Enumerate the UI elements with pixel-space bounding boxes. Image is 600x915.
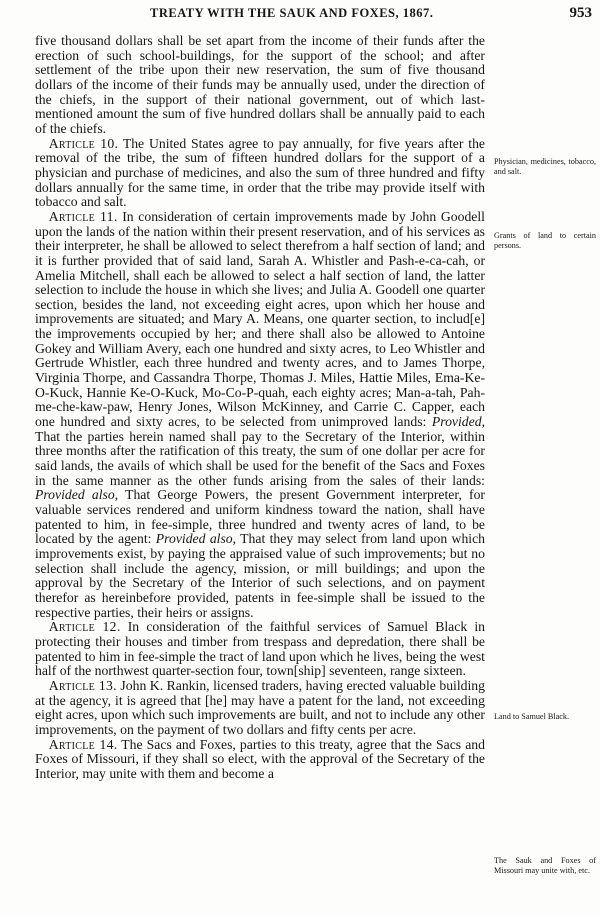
running-header bbox=[0, 6, 600, 24]
sidenote-physician: Physician, medicines, tobacco, and salt. bbox=[494, 157, 596, 176]
article-text: John K. Rankin, licensed traders, having erected valuable building at the agency, it is agreed that [he] may have a patent for the land, not exceeding eight acres, upon which such improvements are built, and not to include any other improvements, on the payment of two dollars and fifty cents per acre. bbox=[35, 677, 485, 737]
article-text: That they may select from land upon which improvements exist, by paying the appraised value of such improvements; but no selection shall include the agency, mission, or mill buildings; and upon the approval by the Secretary of the Interior of such selections, and on payment therefor as hereinbefore provided, patents in fee-simple shall be issued to the respective parties, their heirs or assigns. bbox=[35, 531, 486, 620]
article-text: In consideration of certain improvements made by John Goodell upon the lands of the nation within their present reservation, and of his services as their interpreter, he shall be allowed to select therefrom a half section of land; and it is further provided that of said land, Sarah A. Whistler and Pash-e-ca-cah, or Amelia Mitchell, shall each be allowed to select a half section of land, the latter selection to include the house in which she lives; and Julia A. Goodell one quarter section, besides the land, not exceeding eight acres, upon which her house and improvements are situated; and Mary A. Means, one quarter section, to includ[e] the improvements occupied by her; and there shall also be allowed to Antoine Gokey and William Avery, each one hundred and sixty acres, to Leo Whistler and Gertrude Whistler, each three hundred and twenty acres, and to James Thorpe, Virginia Thorpe, and Cassandra Thorpe, Thomas J. Miles, Hattie Miles, Ema-Ke-O-Kuck, Hannie Ke-O-Kuck, Mo-Co-P-quah, each eighty acres; Man-a-tah, Pah-me-che-kaw-paw, Henry Jones, Wilson McKinney, and Carrie C. Capper, each one hundred and sixty acres, to be selected from unimproved lands: bbox=[35, 208, 485, 430]
paragraph-text: five thousand dollars shall be set apart from the income of their funds after the erection of such school-buildings, for the support of the school; and after settlement of the tribe upon their new reservation, the sum of five thousand dollars of the income of their funds may be annually used, under the direction of the chiefs, in the support of their national government, out of which last-mentioned amount the sum of five hundred dollars shall be annually paid to each of the chiefs. bbox=[35, 33, 485, 136]
article-11 bbox=[35, 210, 485, 620]
proviso-italic: Provided also, bbox=[155, 531, 237, 547]
article-14 bbox=[35, 738, 485, 782]
sidenote-samuel-black: Land to Samuel Black. bbox=[494, 712, 570, 721]
article-label: Article 14. bbox=[48, 736, 118, 752]
paragraph-continuation bbox=[35, 34, 485, 137]
article-label: Article 12. bbox=[48, 619, 121, 635]
article-label: Article 13. bbox=[48, 677, 117, 693]
article-text: The United States agree to pay annually, for five years after the removal of the tribe, the sum of fifteen hundred dollars for the support of a physician and purchase of medicines, and also the sum of three hundred and fifty dollars annually for the same time, in order that the tribe may provide itself with tobacco and salt. bbox=[35, 135, 485, 210]
proviso-italic: Provided, bbox=[431, 414, 485, 430]
article-text: In consideration of the faithful services of Samuel Black in protecting their houses and timber from trespass and depredation, there shall be patented to him in fee-simple the tract of land upon which he lives, being the west half of the northwest quarter-section four, town[ship] seventeen, range sixteen. bbox=[35, 619, 485, 679]
article-text: That the parties herein named shall pay to the Secretary of the Interior, within three months after the ratification of this treaty, the sum of one dollar per acre for said lands, the avails of which shall be used for the benefit of the Sacs and Foxes in the same manner as the other funds arising from the sales of their lands: bbox=[35, 428, 485, 488]
article-12 bbox=[35, 620, 485, 679]
article-label: Article 11. bbox=[48, 208, 118, 224]
article-label: Article 10. bbox=[48, 135, 119, 151]
sidenote-grants-of-land: Grants of land to certain persons. bbox=[494, 231, 596, 250]
page-title: TREATY WITH THE SAUK AND FOXES, 1867. bbox=[150, 6, 434, 20]
body-text bbox=[35, 34, 485, 781]
article-13 bbox=[35, 679, 485, 738]
article-text: That George Powers, the present Government interpreter, for valuable services rendered and uniform kindness toward the nation, shall have patented to him, in fee-simple, three hundred and twenty acres of land, to be located by the agent: bbox=[35, 487, 485, 547]
proviso-italic: Provided also, bbox=[35, 487, 119, 503]
sidenote-sauk-and-foxes-missouri: The Sauk and Foxes of Missouri may unite with, etc. bbox=[494, 856, 596, 875]
article-10 bbox=[35, 137, 485, 210]
page-number: 953 bbox=[569, 5, 592, 21]
article-text: The Sacs and Foxes, parties to this treaty, agree that the Sacs and Foxes of Missouri, if they shall so elect, with the approval of the Secretary of the Interior, may unite with them and become a bbox=[35, 736, 485, 781]
